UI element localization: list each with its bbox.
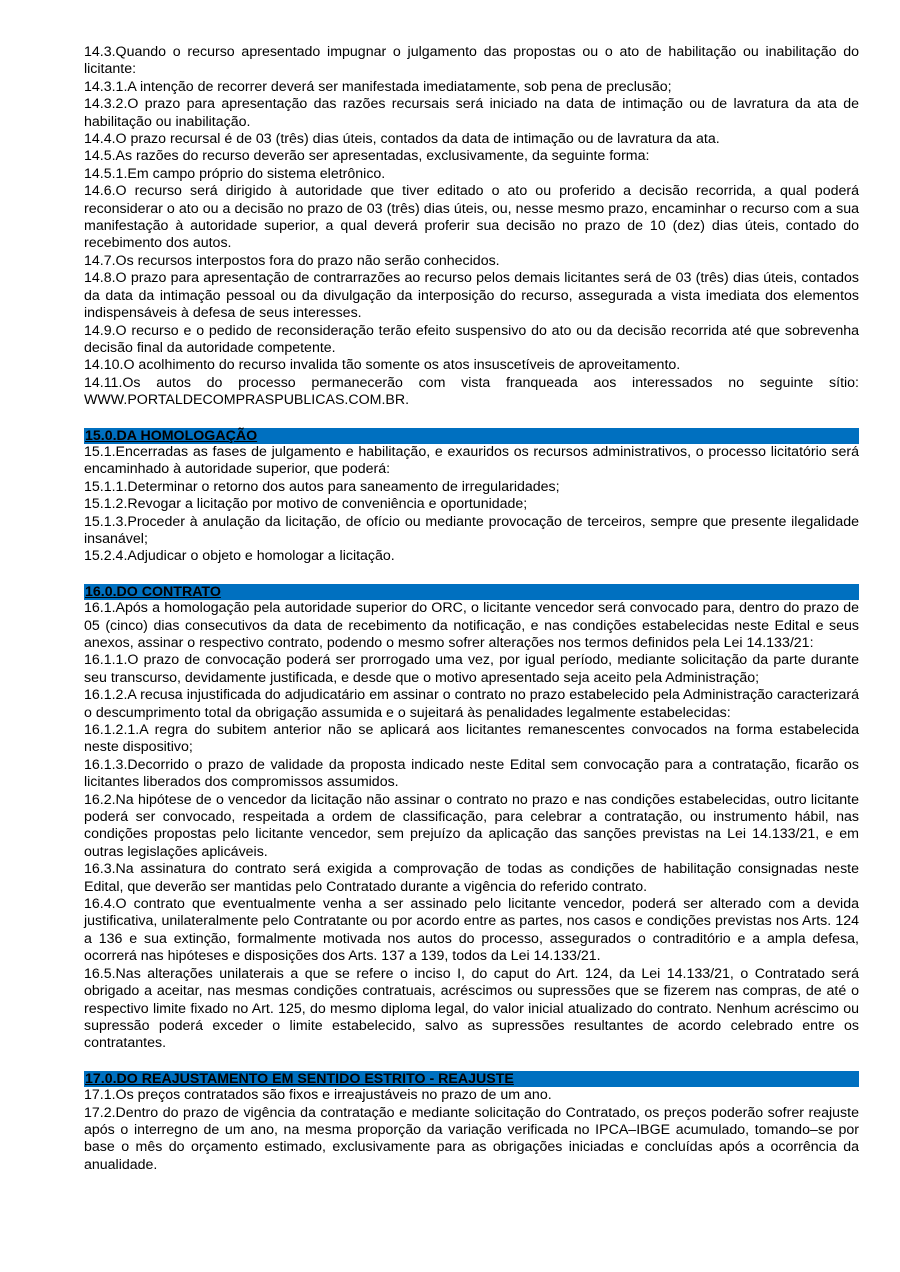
clause-17-2: 17.2.Dentro do prazo de vigência da contratação e mediante solicitação do Contratado, os preços poderão sofrer reajuste após o interregno de um ano, na mesma proporção da variação verificada no IPCA–IBGE acumulado, tomando–se por base o mês do orçamento estimado, exclusivamente para as obrigações iniciadas e concluídas após a ocorrência da anualidade. [84,1104,859,1173]
clause-15-1-1: 15.1.1.Determinar o retorno dos autos para saneamento de irregularidades; [84,478,560,495]
clause-14-4: 14.4.O prazo recursal é de 03 (três) dias úteis, contados da data de intimação ou de lavratura da ata. [84,131,720,148]
section-16-heading: 16.0.DO CONTRATO [84,584,859,600]
section-14-body [84,44,859,410]
clause-16-1-2: 16.1.2.A recusa injustificada do adjudicatário em assinar o contrato no prazo estabelecido pela Administração caracterizará o descumprimento total da obrigação assumida e o sujeitará às penalidades legalmente estabelecidas: [84,687,859,721]
clause-16-4: 16.4.O contrato que eventualmente venha a ser assinado pelo licitante vencedor, poderá ser alterado com a devida justificativa, unilateralmente pelo Contratante ou por acordo entre as partes, nos casos e condições previstas nos Arts. 124 a 136 e sua extinção, formalmente motivada nos autos do processo, assegurados o contraditório e a ampla defesa, ocorrerá nas hipóteses e disposições dos Arts. 137 a 139, todos da Lei 14.133/21. [84,896,859,965]
clause-15-1-2: 15.1.2.Revogar a licitação por motivo de conveniência e oportunidade; [84,496,528,513]
clause-16-5: 16.5.Nas alterações unilaterais a que se refere o inciso I, do caput do Art. 124, da Lei 14.133/21, o Contratado será obrigado a aceitar, nas mesmas condições contratuais, acréscimos ou supressões que se fizerem nas compras, de até o respectivo limite fixado no Art. 125, do mesmo diploma legal, do valor inicial atualizado do contrato. Nenhum acréscimo ou supressão poderá exceder o limite estabelecido, salvo as supressões resultantes de acordo celebrado entre os contratantes. [84,965,859,1052]
section-15-heading: 15.0.DA HOMOLOGAÇÃO [84,428,859,444]
clause-14-9: 14.9.O recurso e o pedido de reconsideração terão efeito suspensivo do ato ou da decisão recorrida até que sobrevenha decisão final da autoridade competente. [84,322,859,356]
clause-14-7: 14.7.Os recursos interpostos fora do prazo não serão conhecidos. [84,252,500,269]
clause-16-1: 16.1.Após a homologação pela autoridade superior do ORC, o licitante vencedor será convocado para, dentro do prazo de 05 (cinco) dias consecutivos da data de recebimento da notificação, e nas condições estabelecidas neste Edital e seus anexos, assinar o respectivo contrato, podendo o mesmo sofrer alterações nos termos definidos pela Lei 14.133/21: [84,600,859,651]
clause-14-6: 14.6.O recurso será dirigido à autoridade que tiver editado o ato ou proferido a decisão recorrida, a qual poderá reconsiderar o ato ou a decisão no prazo de 03 (três) dias úteis, ou, nesse mesmo prazo, encaminhar o recurso com a sua manifestação à autoridade superior, a qual deverá proferir sua decisão no prazo de 10 (dez) dias úteis, contado do recebimento dos autos. [84,183,859,252]
clause-15-1: 15.1.Encerradas as fases de julgamento e habilitação, e exauridos os recursos administrativos, o processo licitatório será encaminhado à autoridade superior, que poderá: [84,443,859,478]
clause-14-3-2: 14.3.2.O prazo para apresentação das razões recursais será iniciado na data de intimação ou de lavratura da ata de habilitação ou inabilitação. [84,96,859,130]
section-17-body [84,1087,859,1174]
spacer [84,1053,859,1070]
document-page [84,44,859,1174]
clause-16-1-3: 16.1.3.Decorrido o prazo de validade da proposta indicado neste Edital sem convocação para a contratação, ficarão os licitantes liberados dos compromissos assumidos. [84,756,859,791]
section-17-heading: 17.0.DO REAJUSTAMENTO EM SENTIDO ESTRITO - REAJUSTE [84,1071,859,1087]
clause-16-3: 16.3.Na assinatura do contrato será exigida a comprovação de todas as condições de habilitação consignadas neste Edital, que deverão ser mantidas pelo Contratado durante a vigência do referido contrato. [84,861,859,895]
section-16-body [84,600,859,1053]
clause-16-1-2-1: 16.1.2.1.A regra do subitem anterior não se aplicará aos licitantes remanescentes convocados na forma estabelecida neste dispositivo; [84,722,859,756]
clause-14-10: 14.10.O acolhimento do recurso invalida tão somente os atos insuscetíveis de aproveitamento. [84,357,681,374]
clause-14-3: 14.3.Quando o recurso apresentado impugnar o julgamento das propostas ou o ato de habilitação ou inabilitação do licitante: [84,44,859,78]
clause-16-1-1: 16.1.1.O prazo de convocação poderá ser prorrogado uma vez, por igual período, mediante solicitação da parte durante seu transcurso, devidamente justificada, e desde que o motivo apresentado seja aceito pela Administração; [84,652,859,686]
clause-15-1-3: 15.1.3.Proceder à anulação da licitação, de ofício ou mediante provocação de terceiros, sempre que presente ilegalidade insanável; [84,513,859,547]
clause-16-2: 16.2.Na hipótese de o vencedor da licitação não assinar o contrato no prazo e nas condições estabelecidas, outro licitante poderá ser convocado, respeitada a ordem de classificação, para celebrar a contratação, ou instrumento hábil, nas condições propostas pelo licitante vencedor, sem prejuízo da aplicação das sanções previstas na Lei 14.133/21, e em outras legislações aplicáveis. [84,791,859,860]
clause-14-5-1: 14.5.1.Em campo próprio do sistema eletrônico. [84,165,386,182]
clause-14-3-1: 14.3.1.A intenção de recorrer deverá ser manifestada imediatamente, sob pena de preclusão; [84,78,672,95]
clause-14-8: 14.8.O prazo para apresentação de contrarrazões ao recurso pelos demais licitantes será de 03 (três) dias úteis, contados da data da intimação pessoal ou da divulgação da interposição do recurso, assegurada a vista imediata dos elementos indispensáveis à defesa de seus interesses. [84,270,859,322]
section-15-body [84,444,859,566]
clause-14-5: 14.5.As razões do recurso deverão ser apresentadas, exclusivamente, da seguinte forma: [84,148,650,165]
portal-url: WWW.PORTALDECOMPRASPUBLICAS.COM.BR. [84,392,410,409]
spacer [84,566,859,583]
clause-14-11: 14.11.Os autos do processo permanecerão com vista franqueada aos interessados no seguinte sítio: [84,374,859,391]
clause-15-2-4: 15.2.4.Adjudicar o objeto e homologar a licitação. [84,548,395,565]
spacer [84,410,859,427]
clause-17-1: 17.1.Os preços contratados são fixos e irreajustáveis no prazo de um ano. [84,1087,552,1104]
